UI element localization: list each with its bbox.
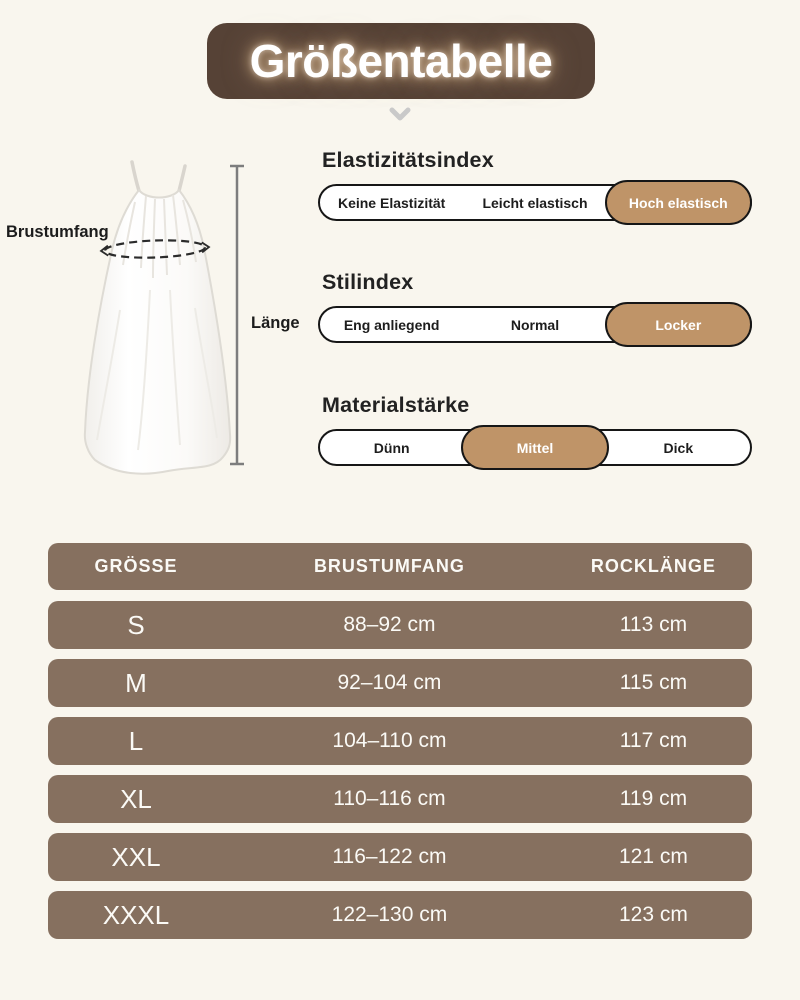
size-cell: XL [120, 783, 152, 814]
option-mittel[interactable]: Mittel [461, 425, 608, 470]
elasticity-section [318, 147, 752, 221]
option-locker[interactable]: Locker [605, 302, 752, 347]
table-row [48, 833, 752, 881]
length-cell: 119 cm [619, 787, 688, 810]
option-hoch-elastisch[interactable]: Hoch elastisch [605, 180, 752, 225]
option-dick[interactable]: Dick [663, 439, 694, 456]
material-heading: Materialstärke [322, 393, 470, 417]
size-cell: XXL [111, 841, 161, 872]
size-cell: L [128, 725, 144, 756]
elasticity-heading: Elastizitätsindex [322, 148, 494, 172]
bust-cell: 110–116 cm [333, 787, 446, 810]
style-selector [318, 306, 752, 343]
option-eng-anliegend[interactable]: Eng anliegend [343, 316, 440, 333]
material-selector [318, 429, 752, 466]
dress-figure [0, 150, 310, 490]
header-size: GRÖSSE [94, 556, 178, 576]
table-row [48, 601, 752, 649]
style-section [318, 269, 752, 343]
table-header-row [48, 543, 752, 590]
elasticity-selector [318, 184, 752, 221]
page-title: Größentabelle [249, 35, 553, 87]
bust-cell: 116–122 cm [332, 845, 447, 868]
length-measure-line [230, 166, 244, 464]
table-row [48, 775, 752, 823]
header-length: ROCKLÄNGE [590, 556, 716, 576]
bust-label: Brustumfang [6, 223, 109, 241]
material-section [318, 392, 752, 466]
header-bust: BRUSTUMFANG [313, 556, 465, 576]
size-table [48, 543, 752, 949]
size-cell: XXXL [102, 899, 170, 930]
chevron-down-icon [389, 107, 411, 122]
length-cell: 113 cm [619, 613, 688, 636]
length-cell: 117 cm [619, 729, 688, 752]
length-label: Länge [251, 314, 300, 332]
dress-straps [132, 162, 185, 191]
option-duenn[interactable]: Dünn [373, 439, 410, 456]
option-leicht-elastisch[interactable]: Leicht elastisch [482, 194, 588, 211]
bust-cell: 88–92 cm [343, 613, 436, 636]
style-heading: Stilindex [322, 270, 414, 294]
bust-cell: 92–104 cm [337, 671, 442, 694]
size-cell: M [125, 667, 147, 698]
table-row [48, 659, 752, 707]
length-cell: 123 cm [618, 903, 688, 926]
bust-cell: 122–130 cm [331, 903, 448, 926]
option-keine-elastizitaet[interactable]: Keine Elastizität [337, 194, 446, 211]
bust-cell: 104–110 cm [332, 729, 447, 752]
size-cell: S [127, 609, 145, 640]
table-row [48, 717, 752, 765]
length-cell: 121 cm [618, 845, 688, 868]
length-cell: 115 cm [619, 671, 688, 694]
title-banner [207, 23, 595, 99]
option-normal[interactable]: Normal [510, 316, 560, 333]
table-row [48, 891, 752, 939]
